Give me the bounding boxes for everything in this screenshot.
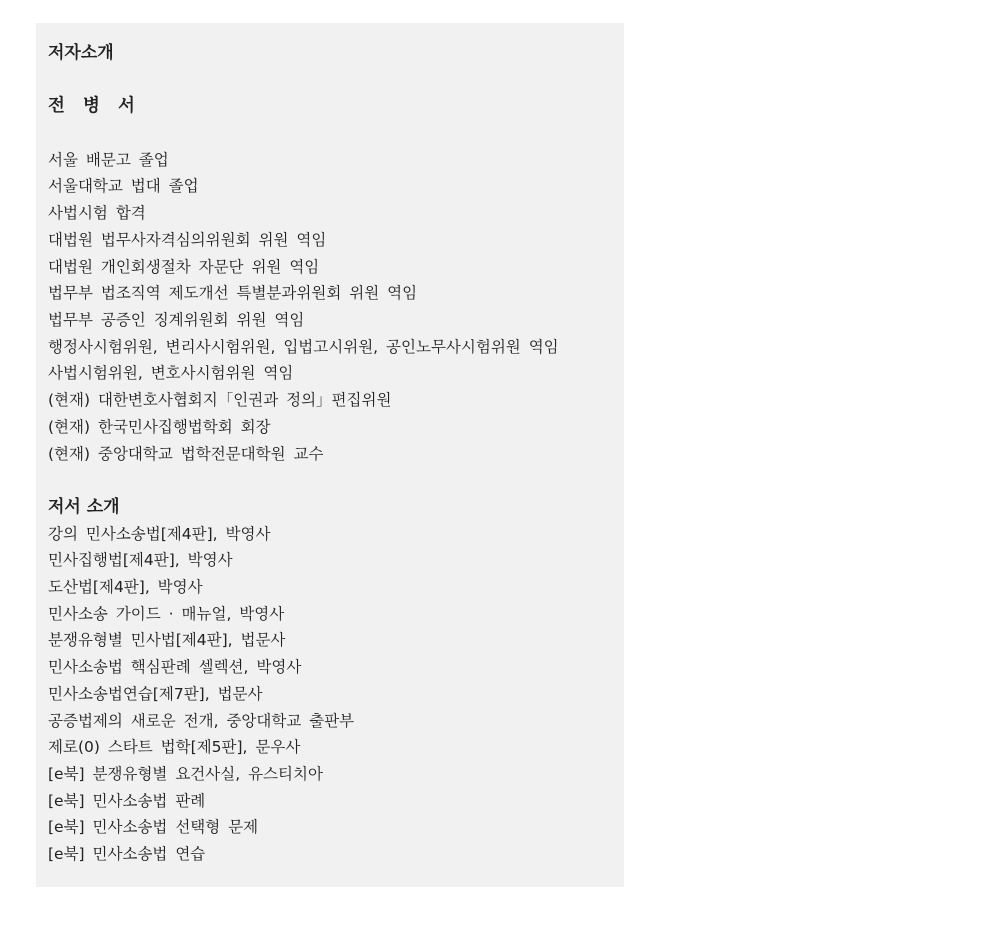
book-item: 분쟁유형별 민사법[제4판], 법문사 (48, 631, 286, 650)
spacer (48, 120, 624, 147)
book-item: 민사소송법연습[제7판], 법문사 (48, 684, 263, 703)
book-item: [e북] 민사소송법 연습 (48, 845, 206, 864)
career-item: (현재) 중앙대학교 법학전문대학원 교수 (48, 444, 324, 463)
career-item: 대법원 개인회생절차 자문단 위원 역임 (48, 257, 320, 276)
career-item: 행정사시험위원, 변리사시험위원, 입법고시위원, 공인노무사시험위원 역임 (48, 337, 559, 356)
author-info-panel (36, 23, 624, 887)
books-list (48, 521, 624, 868)
book-item: 제로(0) 스타트 법학[제5판], 문우사 (48, 738, 301, 757)
book-item: 도산법[제4판], 박영사 (48, 578, 203, 597)
author-name: 전 병 서 (48, 96, 141, 117)
book-item: [e북] 민사소송법 선택형 문제 (48, 818, 259, 837)
book-item: 민사집행법[제4판], 박영사 (48, 551, 233, 570)
career-item: 법무부 공증인 징계위원회 위원 역임 (48, 311, 305, 329)
career-item: (현재) 대한변호사협회지「인권과 정의」편집위원 (48, 391, 392, 410)
author-intro-heading: 저자소개 (48, 43, 114, 63)
book-item: 강의 민사소송법[제4판], 박영사 (48, 524, 271, 543)
career-item: 서울 배문고 졸업 (48, 150, 169, 169)
career-item: 사법시험 합격 (48, 204, 146, 223)
career-item: 사법시험위원, 변호사시험위원 역임 (48, 364, 294, 383)
book-item: 민사소송법 핵심판례 셀렉션, 박영사 (48, 658, 302, 677)
career-item: 대법원 법무사자격심의위원회 위원 역임 (48, 230, 327, 249)
book-item: 민사소송 가이드 · 매뉴얼, 박영사 (48, 604, 285, 623)
books-heading: 저서 소개 (48, 496, 120, 517)
career-item: 서울대학교 법대 졸업 (48, 177, 199, 196)
career-item: 법무부 법조직역 제도개선 특별분과위원회 위원 역임 (48, 284, 418, 303)
spacer (48, 467, 624, 494)
book-item: 공증법제의 새로운 전개, 중앙대학교 출판부 (48, 711, 355, 730)
book-item: [e북] 분쟁유형별 요건사실, 유스티치아 (48, 764, 323, 783)
spacer (48, 67, 624, 94)
career-item: (현재) 한국민사집행법학회 회장 (48, 417, 271, 436)
book-item: [e북] 민사소송법 판례 (48, 791, 206, 810)
career-list (48, 147, 624, 467)
